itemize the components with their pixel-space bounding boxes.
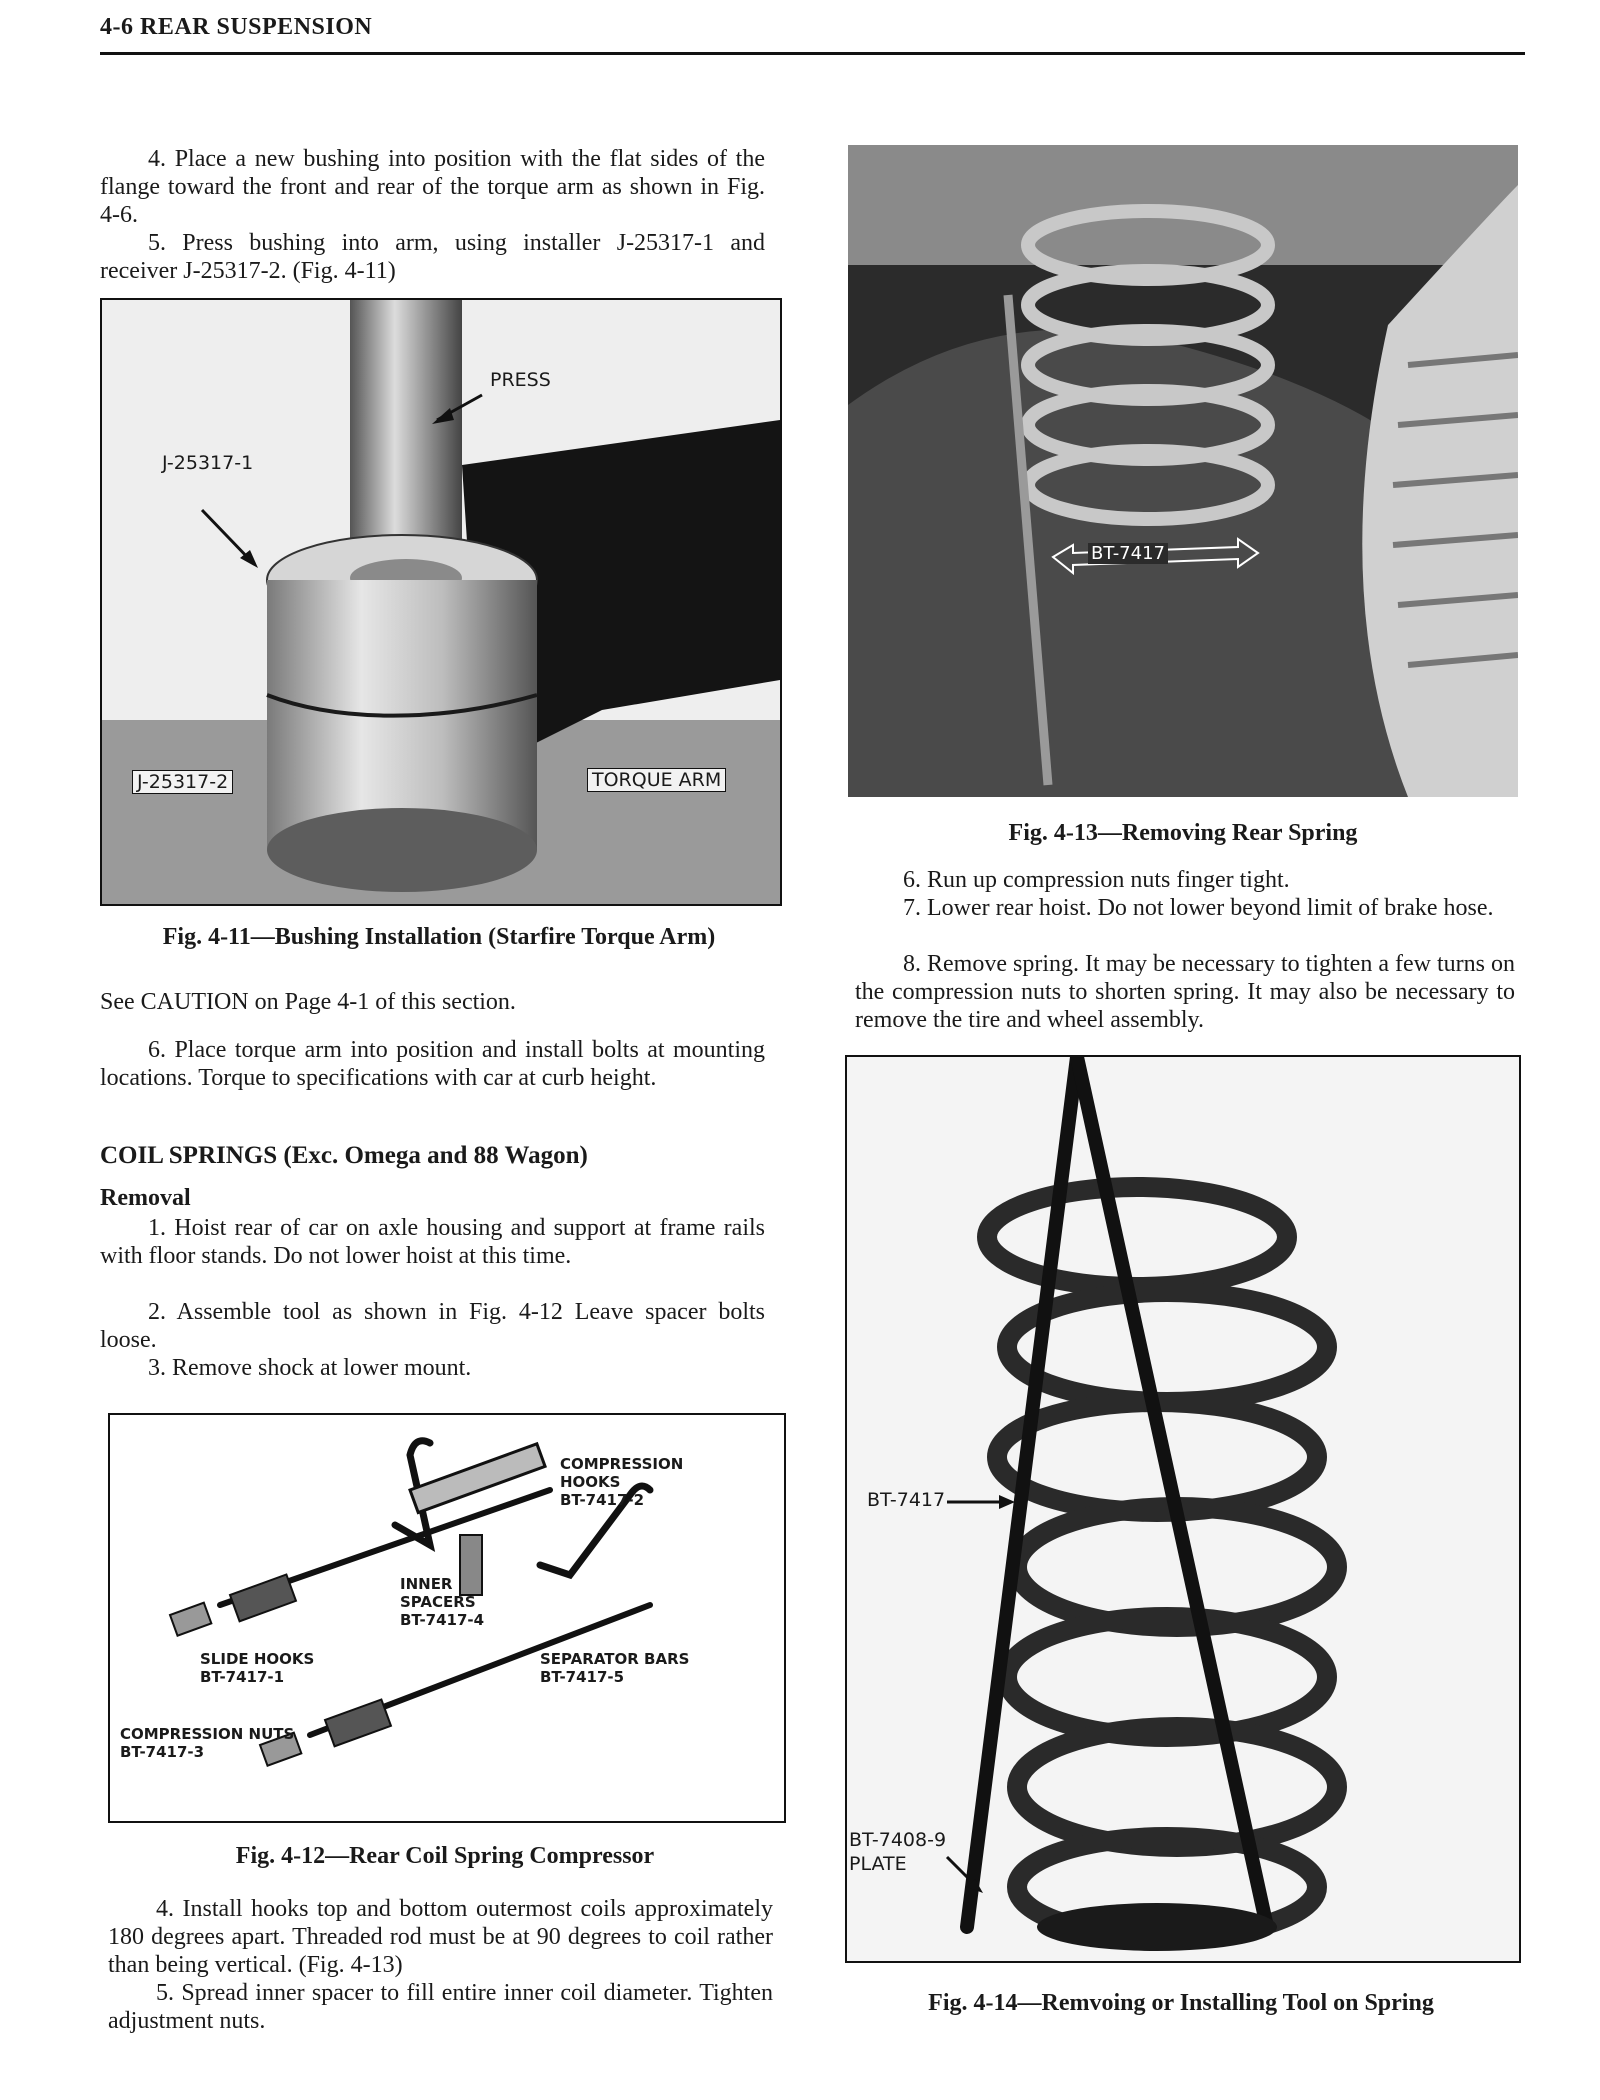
bushing-press-illustration (102, 300, 780, 904)
step-4-paragraph: 4. Place a new bushing into position with the flat sides of the flange toward the front and rear of the torque arm as shown in Fig. 4-6. (100, 146, 765, 228)
figure-4-14-tool-on-spring (845, 1055, 1521, 1963)
removal-step-5: 5. Spread inner spacer to fill entire inner coil diameter. Tighten adjustment nuts. (108, 1980, 773, 2034)
step-5-paragraph: 5. Press bushing into arm, using installer J-25317-1 and receiver J-25317-2. (Fig. 4-11) (100, 230, 765, 284)
caution-note: See CAUTION on Page 4-1 of this section. (100, 989, 516, 1015)
slide-hooks-label: SLIDE HOOKS BT-7417-1 (200, 1650, 315, 1686)
plate-id-label: BT-7408-9 (849, 1829, 947, 1851)
removal-subheading: Removal (100, 1185, 191, 1211)
compression-hooks-label: COMPRESSION HOOKS BT-7417-2 (560, 1455, 684, 1509)
removal-step-1: 1. Hoist rear of car on axle housing and support at frame rails with floor stands. Do not lower hoist at this time. (100, 1215, 765, 1269)
rear-spring-photo (848, 145, 1518, 797)
torque-arm-label: TORQUE ARM (587, 768, 726, 792)
removal-step-6: 6. Run up compression nuts finger tight. (903, 867, 1290, 893)
header-rule (100, 52, 1525, 55)
removal-step-4: 4. Install hooks top and bottom outermost coils approximately 180 degrees apart. Threaded rod must be at 90 degrees to coil rather than being vertical. (Fig. 4-13) (108, 1896, 773, 1978)
bt-7417-label: BT-7417 (1088, 543, 1168, 564)
figure-4-11-caption: Fig. 4-11—Bushing Installation (Starfire Torque Arm) (162, 924, 716, 950)
figure-4-14-caption: Fig. 4-14—Remvoing or Installing Tool on Spring (928, 1990, 1434, 2016)
bt-7417-label: BT-7417 (867, 1489, 946, 1511)
coil-springs-heading: COIL SPRINGS (Exc. Omega and 88 Wagon) (100, 1142, 588, 1169)
plate-word-label: PLATE (849, 1853, 907, 1875)
figure-4-13-removing-rear-spring (848, 145, 1518, 797)
press-label: PRESS (490, 369, 551, 391)
figure-4-12-caption: Fig. 4-12—Rear Coil Spring Compressor (235, 1843, 655, 1869)
removal-step-7: 7. Lower rear hoist. Do not lower beyond limit of brake hose. (903, 895, 1494, 921)
receiver-label: J-25317-2 (132, 770, 233, 794)
figure-4-11-bushing-installation (100, 298, 782, 906)
removal-step-3: 3. Remove shock at lower mount. (148, 1355, 472, 1381)
separator-bars-label: SEPARATOR BARS BT-7417-5 (540, 1650, 690, 1686)
figure-4-13-caption: Fig. 4-13—Removing Rear Spring (1008, 820, 1358, 846)
installer-label: J-25317-1 (162, 452, 254, 474)
spring-tool-photo (847, 1057, 1519, 1961)
removal-step-2: 2. Assemble tool as shown in Fig. 4-12 Leave spacer bolts loose. (100, 1299, 765, 1353)
page-header: 4-6 REAR SUSPENSION (100, 14, 373, 40)
step-6-paragraph: 6. Place torque arm into position and install bolts at mounting locations. Torque to specifications with car at curb height. (100, 1037, 765, 1091)
inner-spacers-label: INNER SPACERS BT-7417-4 (400, 1575, 485, 1629)
compression-nuts-label: COMPRESSION NUTS BT-7417-3 (120, 1725, 295, 1761)
figure-4-12-spring-compressor (108, 1413, 786, 1823)
removal-step-8: 8. Remove spring. It may be necessary to tighten a few turns on the compression nuts to shorten spring. It may also be necessary to remove the tire and wheel assembly. (855, 951, 1515, 1033)
